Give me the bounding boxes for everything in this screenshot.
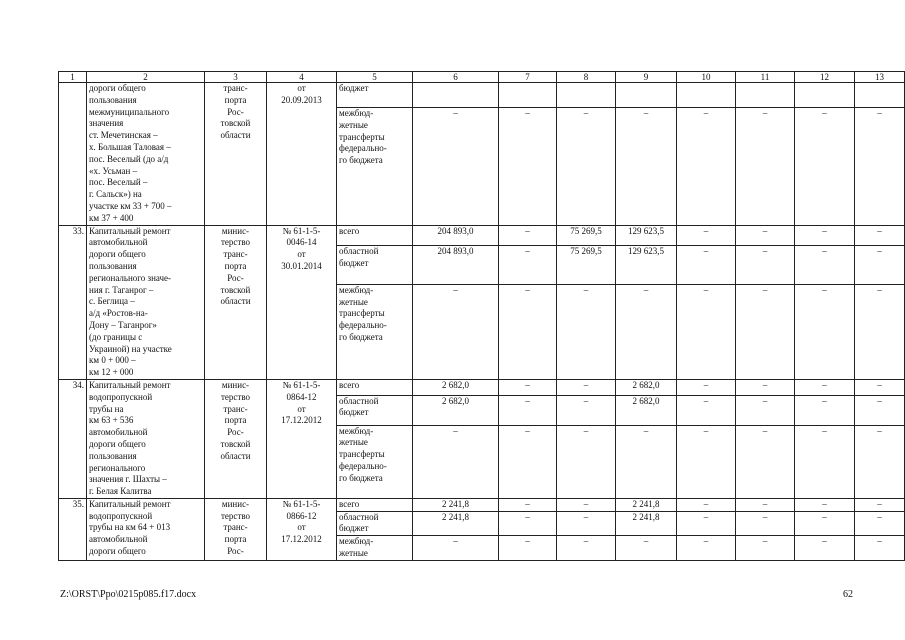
value-cell: 2 241,8 [616, 498, 677, 511]
value-cell: – [855, 511, 905, 536]
value-cell: – [499, 536, 557, 561]
value-cell: – [736, 395, 795, 425]
value-cell: – [677, 284, 736, 379]
header-cell: 7 [499, 72, 557, 83]
funding-source: межбюд- жетные трансферты федерально- го бюджета [337, 108, 413, 226]
value-cell: – [736, 284, 795, 379]
header-cell: 11 [736, 72, 795, 83]
value-cell: 204 893,0 [413, 225, 499, 245]
value-cell: – [736, 425, 795, 498]
value-cell: – [795, 225, 855, 245]
funding-source: всего [337, 379, 413, 395]
document-ref: № 61-1-5- 0864-12 от 17.12.2012 [267, 379, 337, 498]
value-cell: – [499, 225, 557, 245]
object-name: дороги общего пользования межмуниципального значения ст. Мечетинская – х. Большая Таловая – пос. Веселый (до а/д «х. Усьман – пос. Веселый – г. Сальск») на участке км 33 + 700 – км 37 + 400 [87, 83, 205, 226]
value-cell: 204 893,0 [413, 245, 499, 284]
value-cell: – [557, 498, 616, 511]
funding-source: всего [337, 498, 413, 511]
value-cell: – [499, 284, 557, 379]
document-ref: № 61-1-5- 0046-14 от 30.01.2014 [267, 225, 337, 379]
value-cell [677, 83, 736, 108]
value-cell: – [499, 511, 557, 536]
value-cell: – [855, 395, 905, 425]
funding-source: межбюд- жетные [337, 536, 413, 561]
header-cell: 3 [205, 72, 267, 83]
funding-source: межбюд- жетные трансферты федерально- го бюджета [337, 425, 413, 498]
row-number: 34. [59, 379, 87, 498]
value-cell: – [499, 395, 557, 425]
value-cell: – [855, 245, 905, 284]
customer-org: минис- терство транс- порта Рос- товской области [205, 225, 267, 379]
value-cell: 75 269,5 [557, 225, 616, 245]
value-cell: – [855, 379, 905, 395]
value-cell: – [557, 536, 616, 561]
value-cell: 2 241,8 [413, 511, 499, 536]
value-cell: – [677, 498, 736, 511]
value-cell: – [499, 245, 557, 284]
value-cell: – [855, 425, 905, 498]
value-cell: – [736, 536, 795, 561]
value-cell: – [795, 511, 855, 536]
value-cell: – [677, 395, 736, 425]
value-cell: – [557, 379, 616, 395]
value-cell: 129 623,5 [616, 245, 677, 284]
header-cell: 2 [87, 72, 205, 83]
value-cell [855, 83, 905, 108]
funding-source: межбюд- жетные трансферты федерально- го бюджета [337, 284, 413, 379]
value-cell: – [795, 108, 855, 226]
value-cell: – [677, 108, 736, 226]
value-cell: 2 241,8 [413, 498, 499, 511]
funding-source: областной бюджет [337, 395, 413, 425]
table-row [59, 225, 905, 245]
value-cell: – [413, 425, 499, 498]
row-number: 35. [59, 498, 87, 560]
value-cell [499, 83, 557, 108]
value-cell [616, 83, 677, 108]
header-cell: 1 [59, 72, 87, 83]
value-cell: – [855, 225, 905, 245]
table-row [59, 498, 905, 511]
document-ref: от 20.09.2013 [267, 83, 337, 226]
value-cell: – [795, 425, 855, 498]
customer-org: минис- терство транс- порта Рос- [205, 498, 267, 560]
value-cell: – [677, 511, 736, 536]
value-cell: – [557, 284, 616, 379]
header-cell: 10 [677, 72, 736, 83]
value-cell: 2 241,8 [616, 511, 677, 536]
value-cell: 2 682,0 [413, 395, 499, 425]
header-cell: 6 [413, 72, 499, 83]
value-cell: – [736, 225, 795, 245]
header-row [59, 72, 905, 83]
header-cell: 13 [855, 72, 905, 83]
value-cell [795, 83, 855, 108]
value-cell [736, 83, 795, 108]
value-cell: 129 623,5 [616, 225, 677, 245]
row-number [59, 83, 87, 226]
value-cell [413, 83, 499, 108]
object-name: Капитальный ремонт автомобильной дороги общего пользования регионального значе- ния г. Таганрог – с. Беглица – а/д «Ростов-на- Дону – Таганрог» (до границы с Украиной) на участке км 0 + 000 – км 12 + 000 [87, 225, 205, 379]
value-cell: – [677, 425, 736, 498]
value-cell: – [616, 536, 677, 561]
customer-org: минис- терство транс- порта Рос- товской области [205, 379, 267, 498]
value-cell: – [413, 108, 499, 226]
program-table [58, 71, 905, 561]
object-name: Капитальный ремонт водопропускной трубы на км 64 + 013 автомобильной дороги общего [87, 498, 205, 560]
value-cell: – [736, 245, 795, 284]
customer-org: транс- порта Рос- товской области [205, 83, 267, 226]
value-cell: – [557, 511, 616, 536]
value-cell: – [795, 536, 855, 561]
header-cell: 4 [267, 72, 337, 83]
value-cell: – [795, 395, 855, 425]
value-cell: – [677, 379, 736, 395]
table-row [59, 83, 905, 108]
value-cell: – [499, 379, 557, 395]
value-cell: – [795, 284, 855, 379]
value-cell: – [855, 284, 905, 379]
funding-source: областной бюджет [337, 511, 413, 536]
value-cell: – [499, 425, 557, 498]
table-row [59, 379, 905, 395]
value-cell: – [557, 108, 616, 226]
funding-source: бюджет [337, 83, 413, 108]
value-cell: 75 269,5 [557, 245, 616, 284]
value-cell: 2 682,0 [616, 379, 677, 395]
value-cell: – [795, 245, 855, 284]
header-cell: 8 [557, 72, 616, 83]
value-cell: 2 682,0 [616, 395, 677, 425]
funding-source: всего [337, 225, 413, 245]
funding-source: областной бюджет [337, 245, 413, 284]
page-number: 62 [843, 589, 853, 600]
value-cell: – [557, 395, 616, 425]
file-path: Z:\ORST\Ppo\0215p085.f17.docx [60, 589, 197, 600]
value-cell: – [855, 536, 905, 561]
value-cell: – [795, 379, 855, 395]
object-name: Капитальный ремонт водопропускной трубы на км 63 + 536 автомобильной дороги общего пользования регионального значения г. Шахты – г. Белая Калитва [87, 379, 205, 498]
value-cell: – [677, 225, 736, 245]
value-cell: 2 682,0 [413, 379, 499, 395]
value-cell: – [855, 108, 905, 226]
document-ref: № 61-1-5- 0866-12 от 17.12.2012 [267, 498, 337, 560]
value-cell: – [413, 284, 499, 379]
value-cell: – [616, 425, 677, 498]
value-cell: – [499, 498, 557, 511]
row-number: 33. [59, 225, 87, 379]
value-cell: – [616, 284, 677, 379]
value-cell [557, 83, 616, 108]
value-cell: – [413, 536, 499, 561]
value-cell: – [677, 536, 736, 561]
value-cell: – [736, 379, 795, 395]
value-cell: – [616, 108, 677, 226]
header-cell: 9 [616, 72, 677, 83]
value-cell: – [736, 511, 795, 536]
header-cell: 5 [337, 72, 413, 83]
header-cell: 12 [795, 72, 855, 83]
value-cell: – [736, 108, 795, 226]
value-cell: – [795, 498, 855, 511]
value-cell: – [499, 108, 557, 226]
value-cell: – [855, 498, 905, 511]
value-cell: – [557, 425, 616, 498]
value-cell: – [677, 245, 736, 284]
value-cell: – [736, 498, 795, 511]
